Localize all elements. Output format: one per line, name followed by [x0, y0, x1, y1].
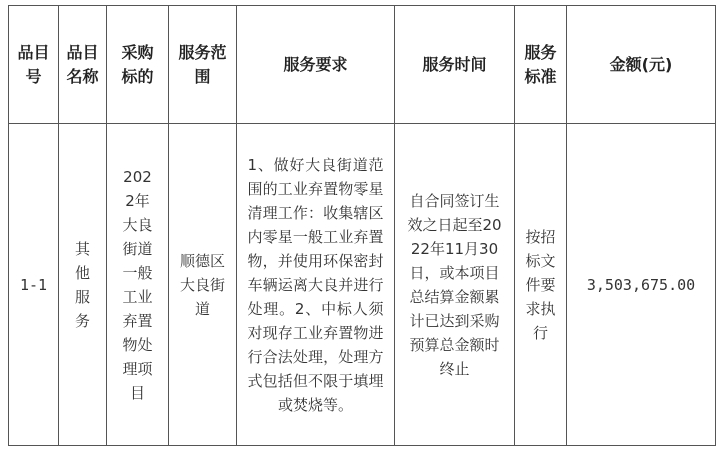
header-row: [9, 6, 716, 124]
cell-item-no: 1-1: [9, 124, 59, 446]
header-requirements: 服务要求: [237, 6, 395, 124]
header-scope: 服务范围: [169, 6, 237, 124]
header-item-name: 品目名称: [59, 6, 107, 124]
header-time: 服务时间: [395, 6, 515, 124]
cell-amount: 3,503,675.00: [567, 124, 716, 446]
cell-time: 自合同签订生效之日起至2022年11月30日，或本项目总结算金额累计已达到采购预算总金额时终止: [395, 124, 515, 446]
procurement-table: [8, 5, 716, 446]
table-row: [9, 124, 716, 446]
header-item-no: 品目号: [9, 6, 59, 124]
cell-subject: 2022年大良街道一般工业弃置物处理项目: [107, 124, 169, 446]
cell-requirements: 1、做好大良街道范围的工业弃置物零星清理工作：收集辖区内零星一般工业弃置物，并使用环保密封车辆运离大良并进行处理。2、中标人须对现存工业弃置物进行合法处理，处理方式包括但不限于填埋或焚烧等。: [237, 124, 395, 446]
cell-item-name: 其他服务: [59, 124, 107, 446]
cell-standard: 按招标文件要求执行: [515, 124, 567, 446]
header-standard: 服务标准: [515, 6, 567, 124]
cell-scope: 顺德区大良街道: [169, 124, 237, 446]
header-subject: 采购标的: [107, 6, 169, 124]
header-amount: 金额(元): [567, 6, 716, 124]
